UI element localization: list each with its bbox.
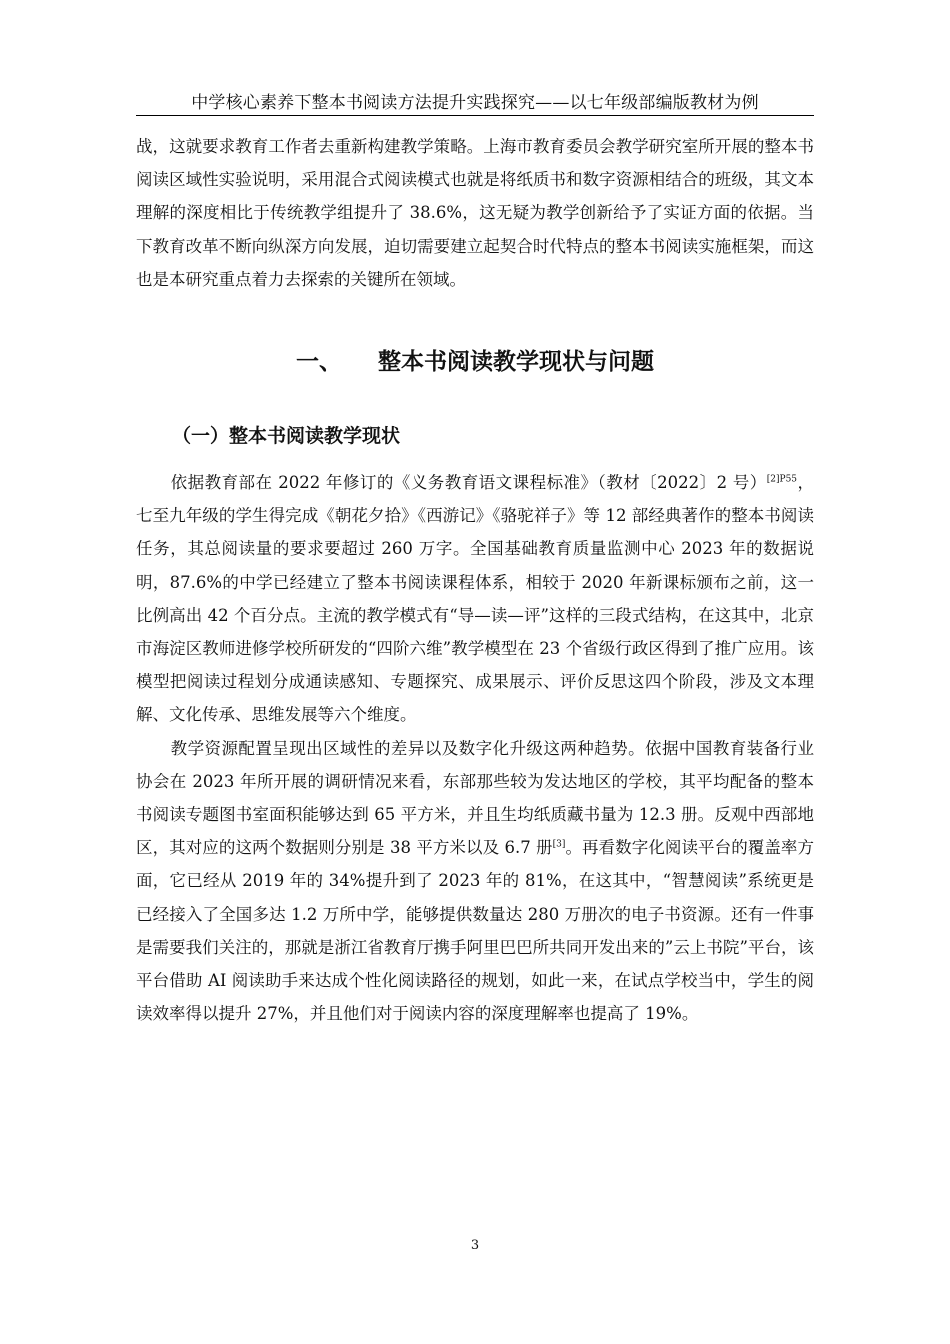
paragraph-2-text-b: 。再看数字化阅读平台的覆盖率方面，它已经从 2019 年的 34%提升到了 2023 年的 81%，在这其中，“智慧阅读”系统更是已经接入了全国多达 1.2 万所中学，能够提供数量达 280 万册次的电子书资源。还有一件事是需要我们关注的，那就是浙江省教育厅携手阿里巴巴所共同开发出来的”云上书院”平台，该平台借助 AI 阅读助手来达成个性化阅读路径的规划，如此一来，在试点学校当中，学生的阅读效率得以提升 27%，并且他们对于阅读内容的深度理解率也提高了 19%。: [136, 838, 815, 1024]
body-paragraph-1: [136, 466, 814, 732]
citation-marker: [2]P55: [766, 474, 798, 485]
section-title: 整本书阅读教学现状与问题: [378, 349, 654, 376]
section-heading: [136, 342, 814, 382]
intro-paragraph: 战，这就要求教育工作者去重新构建教学策略。上海市教育委员会教学研究室所开展的整本书阅读区域性实验说明，采用混合式阅读模式也就是将纸质书和数字资源相结合的班级，其文本理解的深度相比于传统教学组提升了 38.6%，这无疑为教学创新给予了实证方面的依据。当下教育改革不断向纵深方向发展，迫切需要建立起契合时代特点的整本书阅读实施框架，而这也是本研究重点着力去探索的关键所在领域。: [136, 137, 814, 289]
paragraph-2-text-a: 教学资源配置呈现出区域性的差异以及数字化升级这两种趋势。依据中国教育装备行业协会在 2023 年所开展的调研情况来看，东部那些较为发达地区的学校，其平均配备的整本书阅读专题图书室面积能够达到 65 平方米，并且生均纸质藏书量为 12.3 册。反观中西部地区，其对应的这两个数据则分别是 38 平方米以及 6.7 册: [136, 738, 814, 858]
header-rule: [136, 115, 814, 116]
running-header: 中学核心素养下整本书阅读方法提升实践探究——以七年级部编版教材为例: [191, 93, 759, 113]
body-paragraph-2: [136, 732, 814, 1031]
main-content: [136, 130, 814, 1030]
paragraph-1-text-b: ，七至九年级的学生得完成《朝花夕拾》《西游记》《骆驼祥子》等 12 部经典著作的整本书阅读任务，其总阅读量的要求要超过 260 万字。全国基础教育质量监测中心 2023 年的数据说明，87.6%的中学已经建立了整本书阅读课程体系，相较于 2020 年新课标颁布之前，这一比例高出 42 个百分点。主流的教学模式有“导—读—评”这样的三段式结构，在这其中，北京市海淀区教师进修学校所研发的“四阶六维”教学模型在 23 个省级行政区得到了推广应用。该模型把阅读过程划分成通读感知、专题探究、成果展示、评价反思这四个阶段，涉及文本理解、文化传承、思维发展等六个维度。: [136, 473, 815, 725]
paragraph-1-text-a: 依据教育部在 2022 年修订的《义务教育语文课程标准》（教材〔2022〕2 号）: [170, 473, 767, 493]
citation-marker: [3]: [552, 839, 566, 850]
page-number: 3: [470, 1238, 480, 1253]
section-number: 一、: [296, 349, 342, 376]
subsection-heading: （一）整本书阅读教学现状: [172, 425, 401, 448]
